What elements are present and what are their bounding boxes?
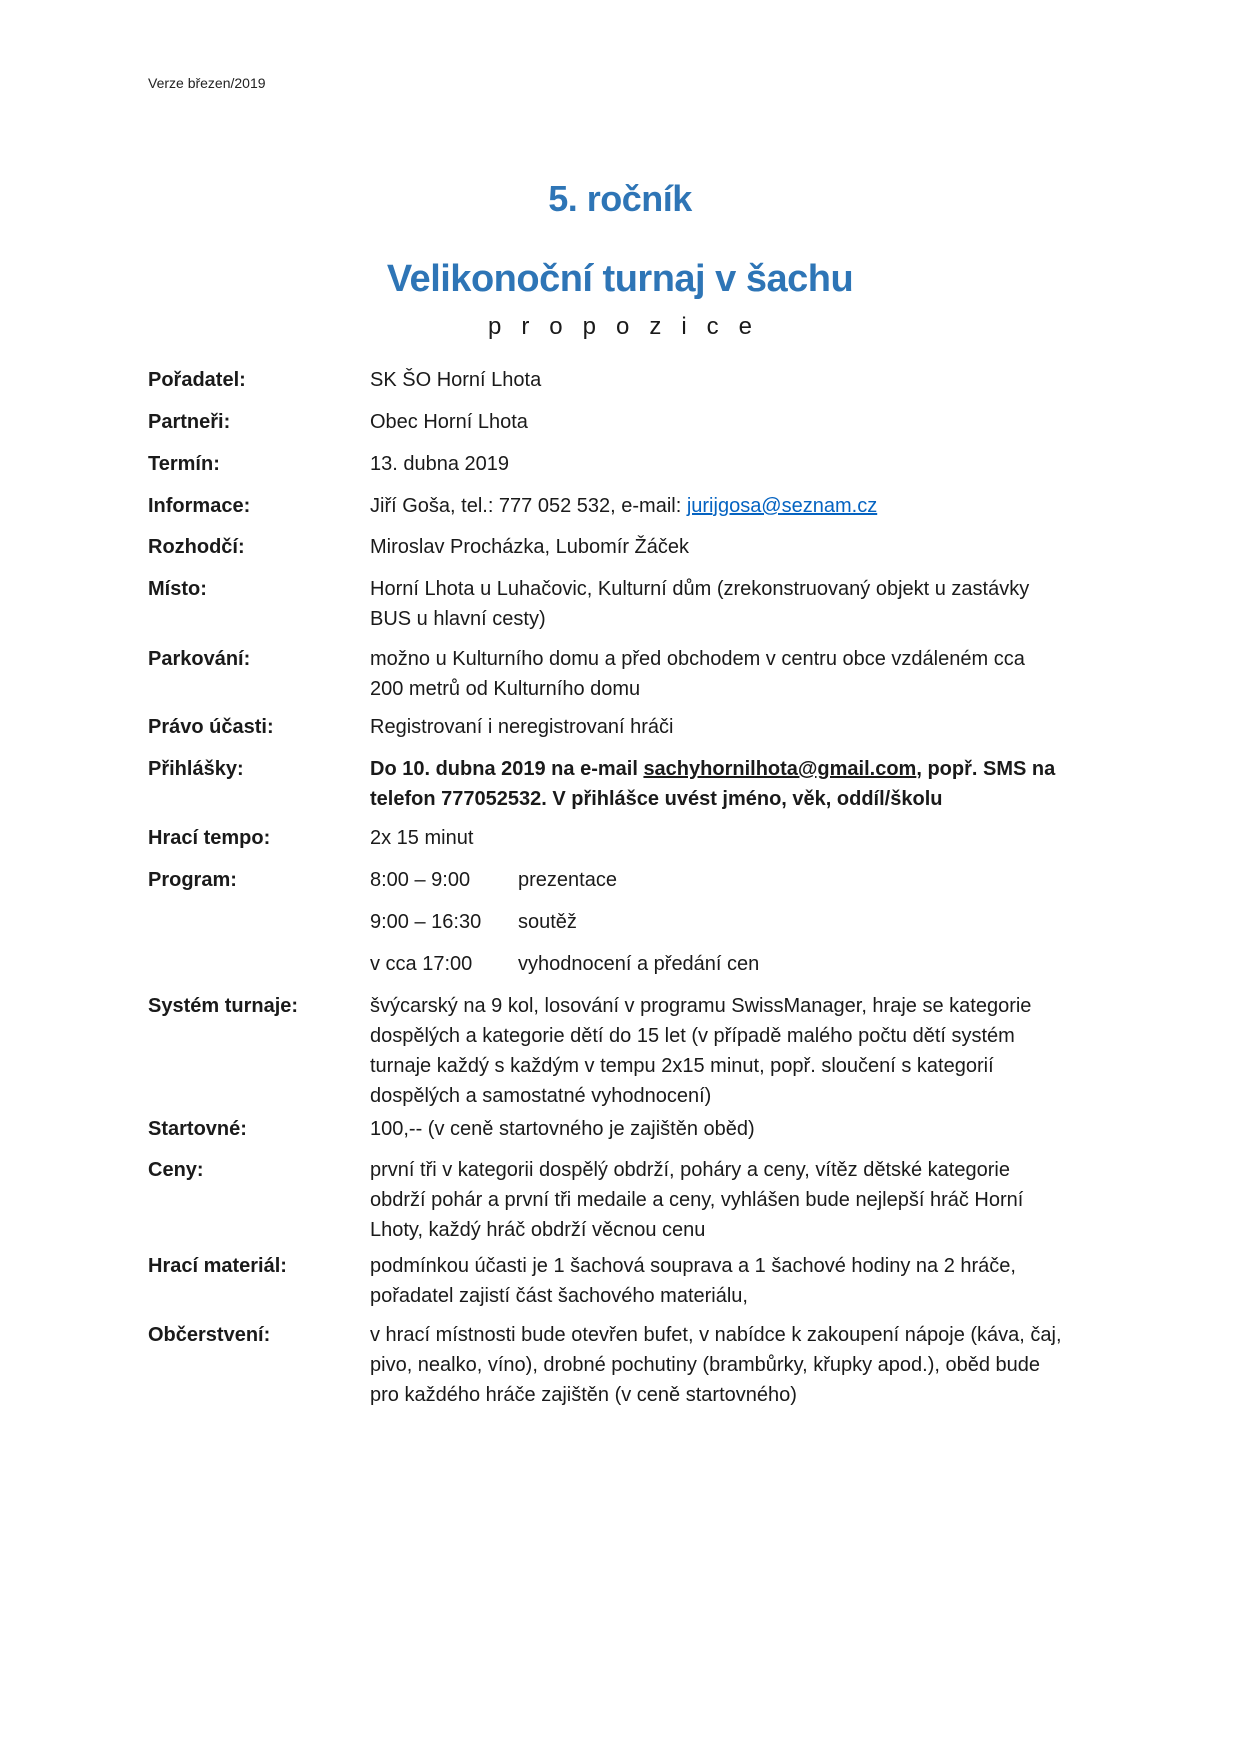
value: Obec Horní Lhota [370,411,528,433]
label: Přihlášky: [148,758,244,780]
label: Informace: [148,495,251,517]
label: Termín: [148,453,220,475]
label: Právo účasti: [148,716,274,738]
title-edition: 5. ročník [548,178,692,219]
value: 100,-- (v ceně startovného je zajištěn oběd) [370,1118,755,1140]
label: Hrací materiál: [148,1255,287,1277]
value [370,991,1110,1111]
program-text: vyhodnocení a předání cen [518,953,760,975]
value [370,754,1110,814]
value [370,949,1110,979]
value: 13. dubna 2019 [370,453,510,475]
value [370,865,1110,895]
label: Ceny: [148,1159,204,1181]
value [370,1155,1110,1245]
line: pořadatel zajistí část šachového materiálu, [370,1285,748,1307]
line: Lhoty, každý hráč obdrží věcnou cenu [370,1219,706,1241]
label: Program: [148,869,237,891]
value: 2x 15 minut [370,827,474,849]
line: telefon 777052532. V přihlášce uvést jméno, věk, oddíl/školu [370,788,943,810]
version-note: Verze březen/2019 [148,75,266,91]
line: 200 metrů od Kulturního domu [370,678,641,700]
label: Hrací tempo: [148,827,271,849]
line: pivo, nealko, víno), drobné pochutiny (brambůrky, křupky apod.), oběd bude [370,1354,1041,1376]
line: Horní Lhota u Luhačovic, Kulturní dům (zrekonstruovaný objekt u zastávky [370,578,1030,600]
label: Partneři: [148,411,231,433]
value [370,574,1110,634]
program-text: prezentace [518,869,617,891]
line: první tři v kategorii dospělý obdrží, poháry a ceny, vítěz dětské kategorie [370,1159,1010,1181]
program-time: 8:00 – 9:00 [370,869,471,891]
line: švýcarský na 9 kol, losování v programu SwissManager, hraje se kategorie [370,995,1032,1017]
value: Registrovaní i neregistrovaní hráči [370,716,674,738]
value: SK ŠO Horní Lhota [370,369,542,391]
label: Rozhodčí: [148,536,245,558]
program-time: v cca 17:00 [370,953,473,975]
value [370,491,1110,521]
program-item [370,907,1110,937]
value [370,644,1110,704]
title-tournament: Velikonoční turnaj v šachu [386,258,854,300]
line: v hrací místnosti bude otevřen bufet, v nabídce k zakoupení nápoje (káva, čaj, [370,1324,1062,1346]
label: Pořadatel: [148,369,246,391]
value [370,1251,1110,1311]
label: Parkování: [148,648,251,670]
text: , popř. SMS na [916,758,1056,780]
program-item [370,865,1110,895]
subtitle-propozice: propozice [487,313,773,340]
program-text: soutěž [518,911,577,933]
line: obdrží pohár a první tři medaile a ceny, vyhlášen bude nejlepší hráč Horní [370,1189,1024,1211]
label: Místo: [148,578,207,600]
line: podmínkou účasti je 1 šachová souprava a 1 šachové hodiny na 2 hráče, [370,1255,1016,1277]
value [370,1320,1110,1410]
program-item [370,949,1110,979]
line: dospělých a samostatné vyhodnocení) [370,1085,712,1107]
value: Miroslav Procházka, Lubomír Žáček [370,536,690,558]
label: Systém turnaje: [148,995,299,1017]
email-link[interactable]: jurijgosa@seznam.cz [686,495,878,517]
label: Občerstvení: [148,1324,271,1346]
line: BUS u hlavní cesty) [370,608,546,630]
line: pro každého hráče zajištěn (v ceně startovného) [370,1384,797,1406]
program-time: 9:00 – 16:30 [370,911,482,933]
text: Do 10. dubna 2019 na e-mail [370,758,644,780]
line: turnaje každý s každým v tempu 2x15 minut, popř. sloučení s kategorií [370,1055,994,1077]
line [370,754,1110,784]
info-text: Jiří Goša, tel.: 777 052 532, e-mail: [370,495,687,517]
line: dospělých a kategorie dětí do 15 let (v případě malého počtu dětí systém [370,1025,1015,1047]
email-link[interactable]: sachyhornilhota@gmail.com [643,758,917,780]
label: Startovné: [148,1118,247,1140]
value [370,907,1110,937]
line: možno u Kulturního domu a před obchodem v centru obce vzdáleném cca [370,648,1025,670]
